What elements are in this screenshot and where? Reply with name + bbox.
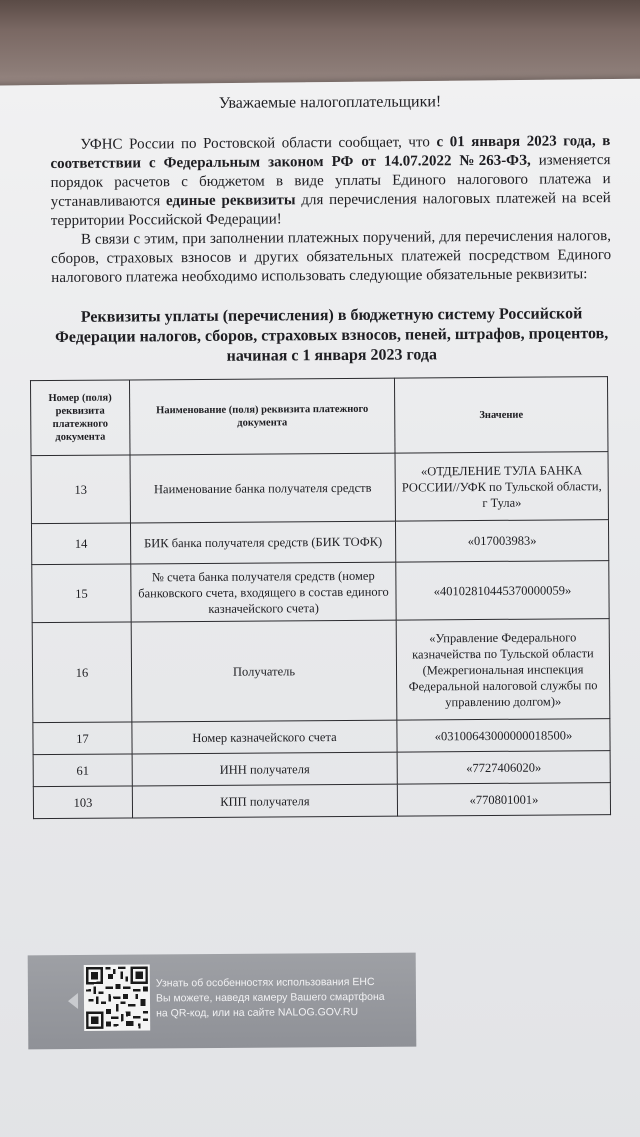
intro-tail: для перечисления налоговых платежей на всей территории Российской Федерации!: [50, 190, 611, 229]
cell-value: «ОТДЕЛЕНИЕ ТУЛА БАНКА РОССИИ//УФК по Тульской области, г Тула»: [395, 452, 608, 521]
cell-value: «03100643000000018500»: [397, 719, 610, 752]
qr-line-1: Узнать об особенностях использования ЕНС: [155, 975, 375, 990]
table-row: [32, 561, 609, 623]
arrow-left-icon: [68, 993, 78, 1009]
cell-number: 13: [31, 455, 130, 524]
header-name: Наименование (поля) реквизита платежного документа: [129, 378, 395, 455]
cell-name: ИНН получателя: [132, 752, 397, 786]
intro-middle: изменяется порядок расчетов с бюджетом в виде уплаты Единого налогового платежа и устанавливаются: [50, 152, 611, 210]
cell-name: Номер казначейского счета: [132, 720, 397, 754]
table-row: [31, 520, 608, 565]
table-row: [33, 719, 610, 755]
cell-value: «770801001»: [397, 783, 610, 816]
table-row: [33, 751, 610, 787]
intro-bold: с 01 января 2023 года, в соответствии с Федеральным законом РФ от 14.07.2022 №263-ФЗ,: [50, 133, 611, 172]
cell-value: «40102810445370000059»: [396, 561, 609, 620]
intro-bold-term: единые реквизиты: [165, 192, 296, 210]
cell-number: 61: [33, 754, 132, 787]
cell-name: БИК банка получателя средств (БИК ТОФК): [130, 521, 395, 564]
cell-number: 15: [32, 564, 131, 623]
requisites-text: В связи с этим, при заполнении платежных поручений, для перечисления налогов, сборов, страховых взносов и других обязательных платежей посредством Единого налогового платежа необходимо использовать следующие обязательные реквизиты:: [51, 228, 612, 286]
cell-number: 17: [33, 722, 132, 755]
cell-number: 103: [33, 786, 132, 819]
cell-name: Получатель: [131, 620, 397, 722]
qr-code-icon: [84, 965, 150, 1031]
qr-banner-text: [156, 975, 406, 1022]
qr-line-3[interactable]: на QR-код, или на сайте NALOG.GOV.RU: [156, 1006, 359, 1020]
cell-name: Наименование банка получателя средств: [130, 453, 395, 523]
table-header-row: [30, 377, 608, 456]
cell-number: 14: [31, 523, 130, 565]
cell-number: 16: [32, 622, 132, 723]
cell-value: «7727406020»: [397, 751, 610, 784]
header-value: Значение: [394, 377, 608, 453]
requisites-paragraph: [51, 227, 611, 288]
intro-paragraph: [50, 132, 611, 231]
cell-name: КПП получателя: [132, 784, 397, 818]
cell-value: «017003983»: [395, 520, 608, 562]
qr-info-banner: [28, 953, 417, 1050]
table-row: [33, 783, 610, 819]
cell-name: № счета банка получателя средств (номер банковского счета, входящего в состав единого казначейского счета): [131, 562, 396, 622]
document-body: [50, 92, 615, 819]
intro-lead: УФНС России по Ростовской области сообщает, что: [80, 134, 437, 153]
requisites-table: [30, 376, 611, 819]
header-number: Номер (поля) реквизита платежного документа: [30, 380, 130, 456]
greeting: Уважаемые налогоплательщики!: [218, 93, 442, 112]
table-row: [32, 619, 610, 723]
cell-value: «Управление Федерального казначейства по Тульской области (Межрегиональная инспекция Федеральной налоговой службы по управлению долгом)»: [396, 619, 610, 720]
qr-line-2: Вы можете, наведя камеру Вашего смартфона: [155, 990, 385, 1005]
table-row: [31, 452, 608, 524]
table-title: Реквизиты уплаты (перечисления) в бюджетную систему Российской Федерации налогов, сборов, страховых взносов, пеней, штрафов, процентов, начиная с 1 января 2023 года: [55, 305, 609, 365]
